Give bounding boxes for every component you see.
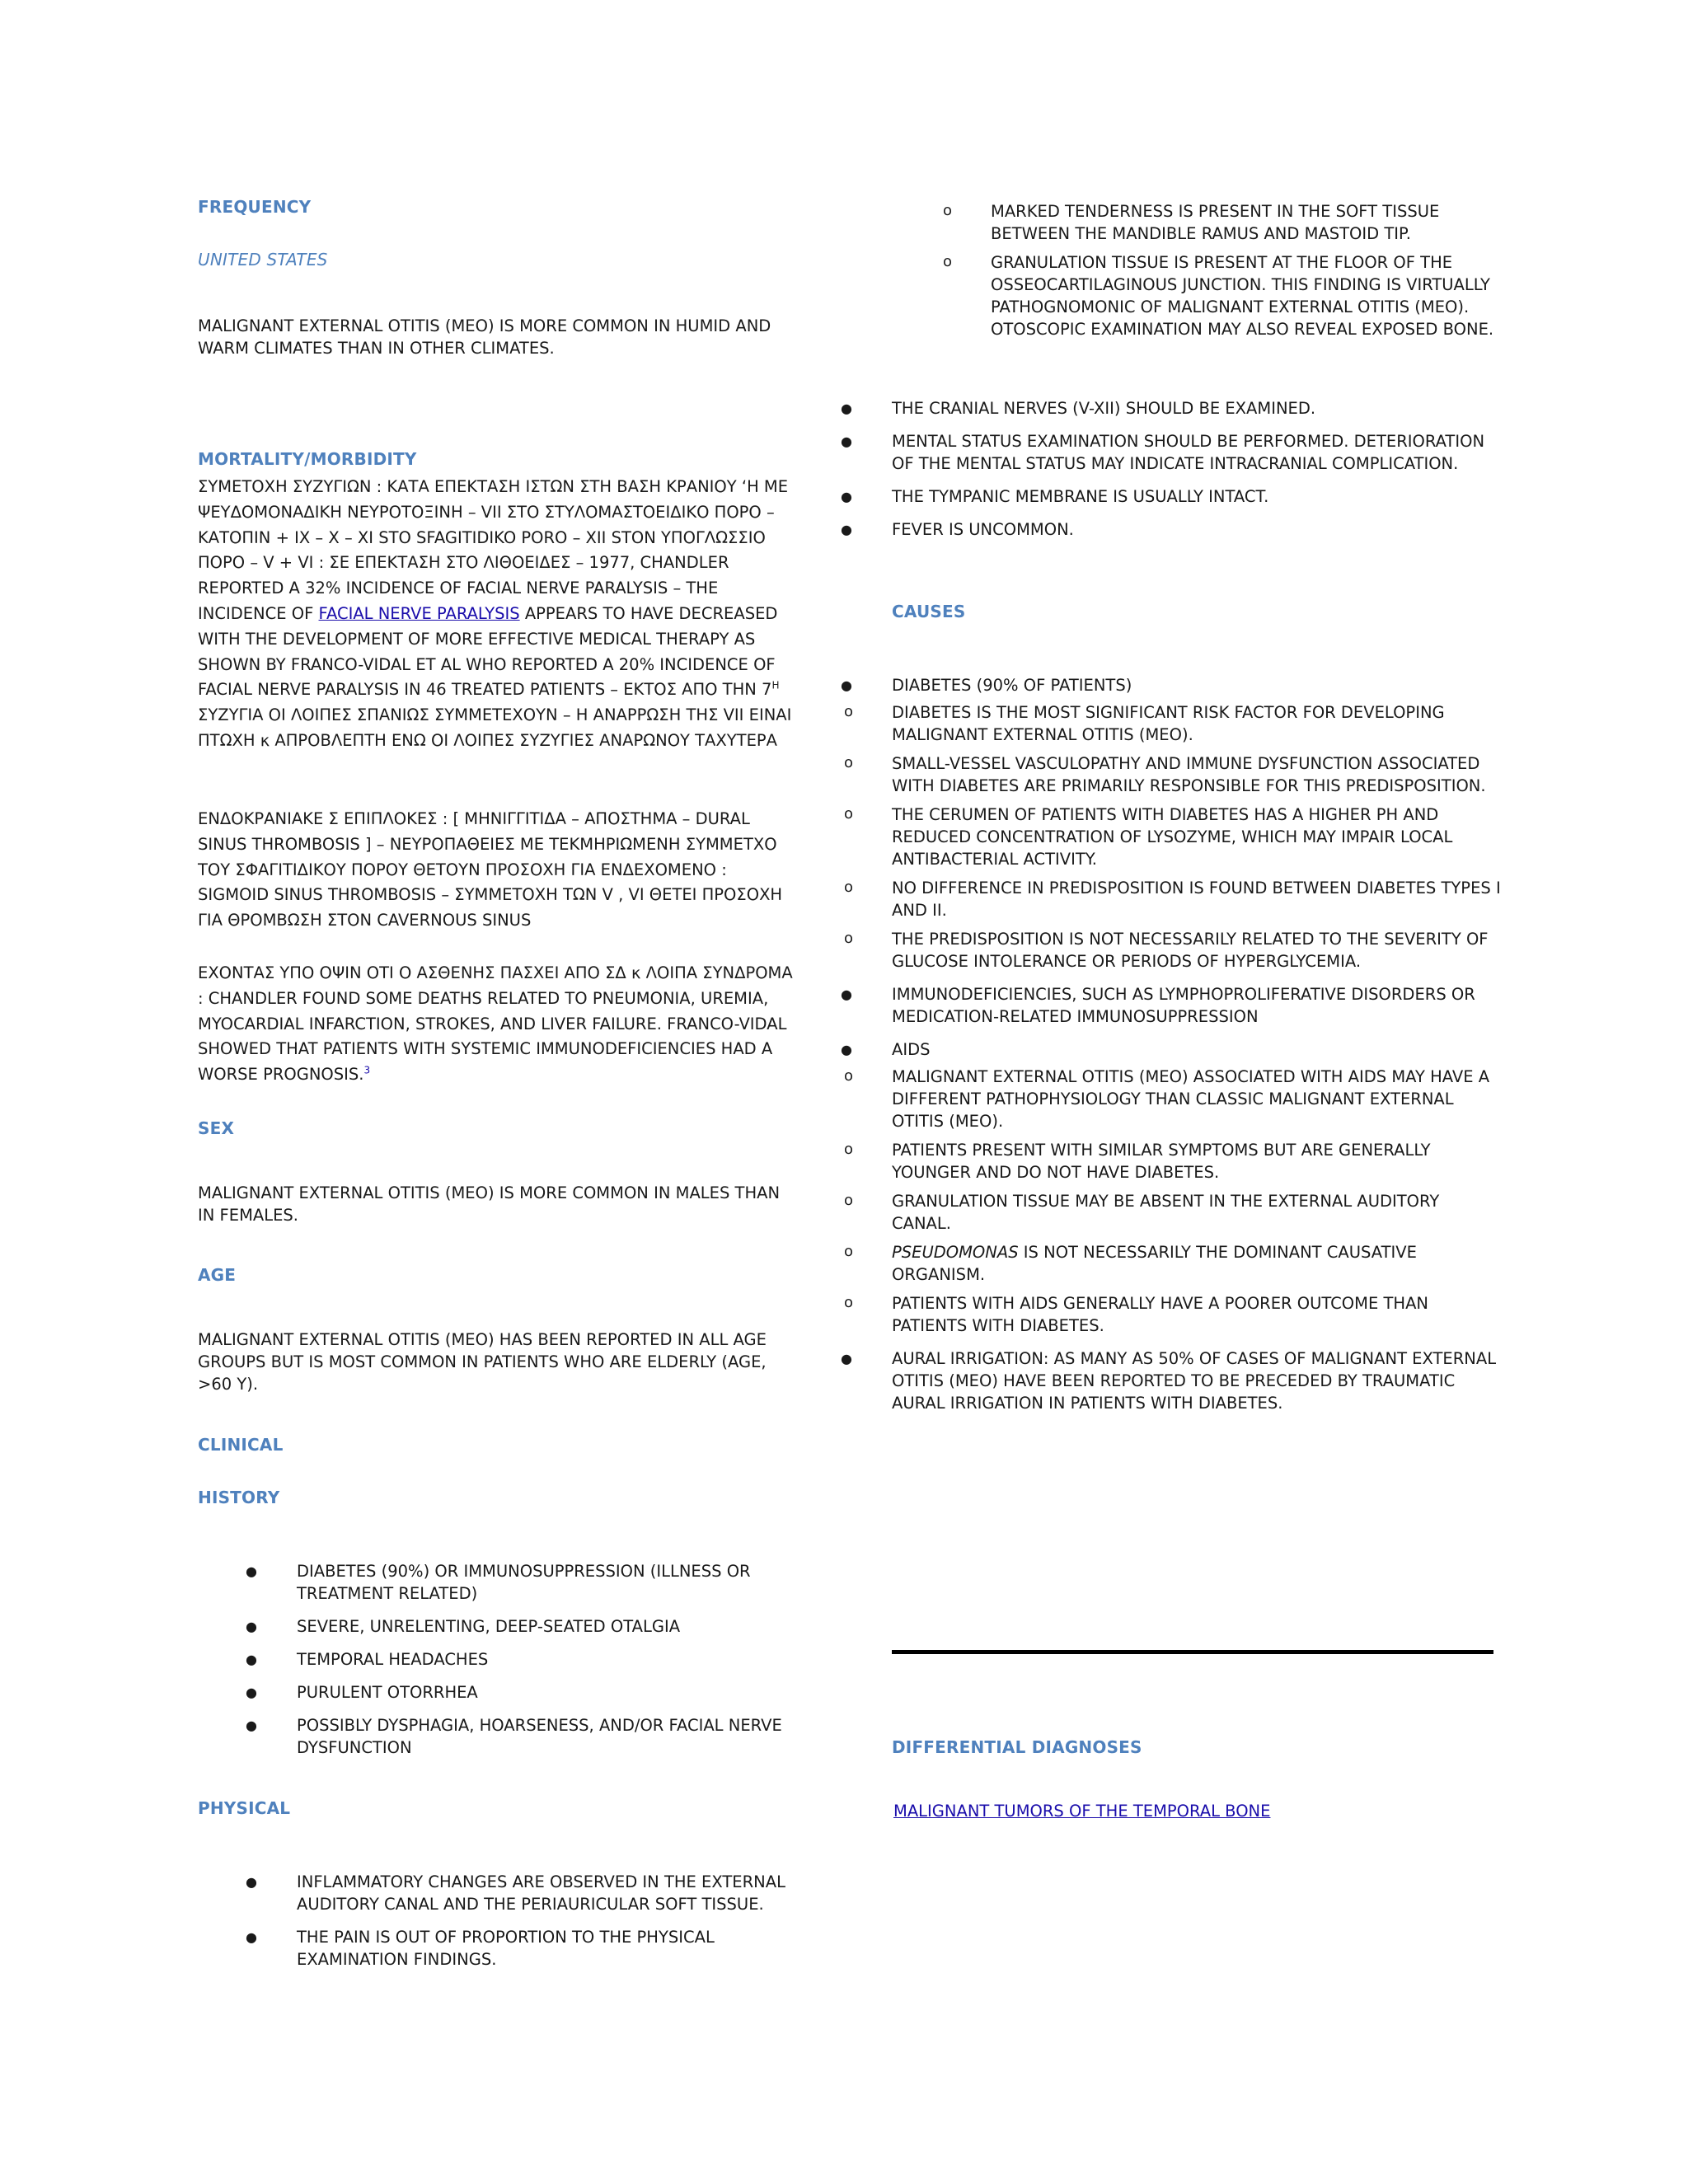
list-item: ● AURAL IRRIGATION: AS MANY AS 50% OF CASES OF MALIGNANT EXTERNAL OTITIS (MEO) HAVE BEEN REPORTED TO BE PRECEDED BY TRAUMATIC AURAL IRRIGATION IN PATIENTS WITH DIABETES. (793, 1347, 1502, 1414)
sub-list-item: o DIABETES IS THE MOST SIGNIFICANT RISK FACTOR FOR DEVELOPING MALIGNANT EXTERNAL OTITIS (MEO). (793, 701, 1502, 746)
mortality-paragraph-2: ΕΝΔΟΚΡΑΝΙΑΚΕ Σ ΕΠΙΠΛΟΚΕΣ : [ ΜΗΝΙΓΓΙΤΙΔΑ – ΑΠΟΣΤΗΜΑ – DURAL SINUS THROMBOSIS ] – ΝΕΥΡΟΠΑΘΕΙΕΣ ΜΕ ΤΕΚΜΗΡΙΩΜΕΝΗ ΣΥΜΜΕΤΧΟ ΤΟΥ ΣΦΑΓΙΤΙΔΙΚΟΥ ΠΟΡΟΥ ΘΕΤΟΥΝ ΠΡΟΣΟΧΗ ΓΙΑ ΕΝΔΕΧΟΜΕΝΟ : SIGMOID SINUS THROMBOSIS – ΣΥΜΜΕΤΟΧΗ ΤΩΝ V , VI ΘΕΤΕΙ ΠΡΟΣΟΧΗ ΓΙΑ ΘΡΟΜΒΩΣΗ ΣΤΟΝ CAVERNOUS SINUS (198, 809, 783, 930)
heading-age: AGE (198, 1265, 237, 1285)
aids-label: AIDS (892, 1040, 931, 1059)
heading-sex: SEX (198, 1118, 235, 1138)
list-item: ● THE TYMPANIC MEMBRANE IS USUALLY INTACT. (793, 485, 1502, 508)
sub-list-item: o THE CERUMEN OF PATIENTS WITH DIABETES HAS A HIGHER PH AND REDUCED CONCENTRATION OF LYSOZYME, WHICH MAY IMPAIR LOCAL ANTIBACTERIAL ACTIVITY. (793, 804, 1502, 870)
mortality-text-3: ΕΧΟΝΤΑΣ ΥΠΟ ΟΨΙΝ ΟΤΙ Ο ΑΣΘΕΝΗΣ ΠΑΣΧΕΙ ΑΠΟ ΣΔ κ ΛΟΙΠΑ ΣΥΝΔΡΟΜΑ : CHANDLER FOUND SOME DEATHS RELATED TO PNEUMONIA, UREMIA, MYOCARDIAL INFARCTION, STROKES, AND LIVER FAILURE. FRANCO-VIDAL SHOWED THAT PATIENTS WITH SYSTEMIC IMMUNODEFICIENCIES HAD A WORSE PROGNOSIS. (198, 963, 793, 1085)
heading-history: HISTORY (198, 1488, 280, 1507)
mortality-text-b: APPEARS TO HAVE DECREASED WITH THE DEVELOPMENT OF MORE EFFECTIVE MEDICAL THERAPY AS SHOWN BY FRANCO-VIDAL ET AL WHO REPORTED A 20% INCIDENCE OF FACIAL NERVE PARALYSIS IN 46 TREATED PATIENTS – ΕΚΤΟΣ ΑΠΟ ΤΗΝ 7 (198, 603, 778, 700)
sub-list-item: o THE PREDISPOSITION IS NOT NECESSARILY RELATED TO THE SEVERITY OF GLUCOSE INTOLERANCE OR PERIODS OF HYPERGLYCEMIA. (793, 928, 1502, 972)
united-states-text: MALIGNANT EXTERNAL OTITIS (MEO) IS MORE COMMON IN HUMID AND WARM CLIMATES THAN IN OTHER CLIMATES. (198, 316, 771, 358)
pseudomonas-text: IS NOT NECESSARILY THE DOMINANT CAUSATIVE ORGANISM. (892, 1243, 1417, 1284)
age-text: MALIGNANT EXTERNAL OTITIS (MEO) HAS BEEN REPORTED IN ALL AGE GROUPS BUT IS MOST COMMON IN PATIENTS WHO ARE ELDERLY (AGE, >60 Y). (198, 1330, 767, 1394)
diabetes-label: DIABETES (90% OF PATIENTS) (892, 676, 1132, 695)
mortality-superscript: Η (771, 679, 780, 691)
causes-list (793, 674, 1502, 1425)
list-item: ● TEMPORAL HEADACHES (198, 1648, 808, 1671)
pseudomonas-italic: PSEUDOMONAS (892, 1243, 1019, 1262)
heading-differential: DIFFERENTIAL DIAGNOSES (892, 1737, 1142, 1757)
facial-nerve-paralysis-link[interactable]: FACIAL NERVE PARALYSIS (318, 603, 520, 623)
mortality-text-a: ΣΥΜΕΤΟΧΗ ΣΥΖΥΓΙΩΝ : ΚΑΤΑ ΕΠΕΚΤΑΣΗ ΙΣΤΩΝ ΣΤΗ ΒΑΣΗ ΚΡΑΝΙΟΥ ‘Η ΜΕ ΨΕΥΔΟΜΟΝΑΔΙΚΗ ΝΕΥΡΟΤΟΞΙΝΗ – VII ΣΤΟ ΣΤΥΛΟΜΑΣΤΟΕΙΔΙΚΟ ΠΟΡΟ – ΚΑΤΟΠΙΝ + IX – X – XI STO SFAGITIDIKO PORO – XII STON ΥΠΟΓΛΩΣΣΙΟ ΠΟΡΟ – V + VI : ΣΕ ΕΠΕΚΤΑΣΗ ΣΤΟ ΛΙΘΟΕΙΔΕΣ – 1977, CHANDLER REPORTED A 32% INCIDENCE OF FACIAL NERVE PARALYSIS – THE INCIDENCE OF (198, 477, 789, 623)
heading-clinical: CLINICAL (198, 1435, 284, 1455)
list-item: ● DIABETES (90%) OR IMMUNOSUPPRESSION (ILLNESS OR TREATMENT RELATED) (198, 1560, 808, 1605)
sub-list-item: o MARKED TENDERNESS IS PRESENT IN THE SOFT TISSUE BETWEEN THE MANDIBLE RAMUS AND MASTOID TIP. (892, 200, 1502, 245)
mortality-paragraph-3 (198, 961, 799, 1088)
mortality-paragraph-1 (198, 475, 799, 754)
history-list (198, 1560, 808, 1769)
sub-list-item: o NO DIFFERENCE IN PREDISPOSITION IS FOUND BETWEEN DIABETES TYPES I AND II. (793, 877, 1502, 921)
sub-list-item: o MALIGNANT EXTERNAL OTITIS (MEO) ASSOCIATED WITH AIDS MAY HAVE A DIFFERENT PATHOPHYSIOLOGY THAN CLASSIC MALIGNANT EXTERNAL OTITIS (MEO). (793, 1066, 1502, 1132)
list-item: ● IMMUNODEFICIENCIES, SUCH AS LYMPHOPROLIFERATIVE DISORDERS OR MEDICATION-RELATED IMMUNOSUPPRESSION (793, 983, 1502, 1028)
list-item: ● MENTAL STATUS EXAMINATION SHOULD BE PERFORMED. DETERIORATION OF THE MENTAL STATUS MAY INDICATE INTRACRANIAL COMPLICATION. (793, 430, 1502, 475)
aids-sublist (793, 1066, 1502, 1337)
temporal-bone-tumors-link[interactable]: MALIGNANT TUMORS OF THE TEMPORAL BONE (893, 1802, 1271, 1821)
list-item: ● FEVER IS UNCOMMON. (793, 518, 1502, 541)
heading-united-states: UNITED STATES (198, 250, 328, 269)
sub-list-item: o SMALL-VESSEL VASCULOPATHY AND IMMUNE DYSFUNCTION ASSOCIATED WITH DIABETES ARE PRIMARILY RESPONSIBLE FOR THIS PREDISPOSITION. (793, 752, 1502, 797)
reference-superscript[interactable]: 3 (363, 1064, 371, 1076)
sex-text: MALIGNANT EXTERNAL OTITIS (MEO) IS MORE COMMON IN MALES THAN IN FEMALES. (198, 1183, 781, 1225)
list-item (793, 1038, 1502, 1337)
list-item: ● INFLAMMATORY CHANGES ARE OBSERVED IN THE EXTERNAL AUDITORY CANAL AND THE PERIAURICULAR SOFT TISSUE. (198, 1871, 808, 1915)
diabetes-sublist (793, 701, 1502, 972)
list-item: ● THE PAIN IS OUT OF PROPORTION TO THE PHYSICAL EXAMINATION FINDINGS. (198, 1926, 808, 1971)
physical-sublist (892, 200, 1502, 347)
heading-physical: PHYSICAL (198, 1798, 291, 1818)
sub-list-item: o PATIENTS WITH AIDS GENERALLY HAVE A POORER OUTCOME THAN PATIENTS WITH DIABETES. (793, 1292, 1502, 1337)
heading-mortality: MORTALITY/MORBIDITY (198, 449, 417, 469)
sub-list-item: o PATIENTS PRESENT WITH SIMILAR SYMPTOMS BUT ARE GENERALLY YOUNGER AND DO NOT HAVE DIABETES. (793, 1139, 1502, 1183)
list-item: ● SEVERE, UNRELENTING, DEEP-SEATED OTALGIA (198, 1615, 808, 1638)
heading-frequency: FREQUENCY (198, 197, 312, 217)
list-item (793, 674, 1502, 972)
horizontal-rule (892, 1650, 1493, 1654)
list-item: ● THE CRANIAL NERVES (V-XII) SHOULD BE EXAMINED. (793, 397, 1502, 419)
mortality-text-c: ΣΥΖΥΓΙΑ ΟΙ ΛΟΙΠΕΣ ΣΠΑΝΙΩΣ ΣΥΜΜΕΤΕΧΟΥΝ – Η ΑΝΑΡΡΩΣΗ ΤΗΣ VII ΕΙΝΑΙ ΠΤΩΧΗ κ ΑΠΡΟΒΛΕΠΤΗ ΕΝΩ ΟΙ ΛΟΙΠΕΣ ΣΥΖΥΓΙΕΣ ΑΝΑΡΩΝΟΥ ΤΑΧΥΤΕΡΑ (198, 705, 792, 750)
heading-causes: CAUSES (892, 602, 966, 621)
list-item: ● POSSIBLY DYSPHAGIA, HOARSENESS, AND/OR FACIAL NERVE DYSFUNCTION (198, 1714, 808, 1759)
physical-list (198, 1871, 808, 1981)
list-item: ● PURULENT OTORRHEA (198, 1681, 808, 1704)
sub-list-item (793, 1241, 1502, 1286)
sub-list-item: o GRANULATION TISSUE MAY BE ABSENT IN THE EXTERNAL AUDITORY CANAL. (793, 1190, 1502, 1235)
physical-more-list (793, 397, 1502, 551)
sub-list-item: o GRANULATION TISSUE IS PRESENT AT THE FLOOR OF THE OSSEOCARTILAGINOUS JUNCTION. THIS FINDING IS VIRTUALLY PATHOGNOMONIC OF MALIGNANT EXTERNAL OTITIS (MEO). OTOSCOPIC EXAMINATION MAY ALSO REVEAL EXPOSED BONE. (892, 251, 1502, 340)
